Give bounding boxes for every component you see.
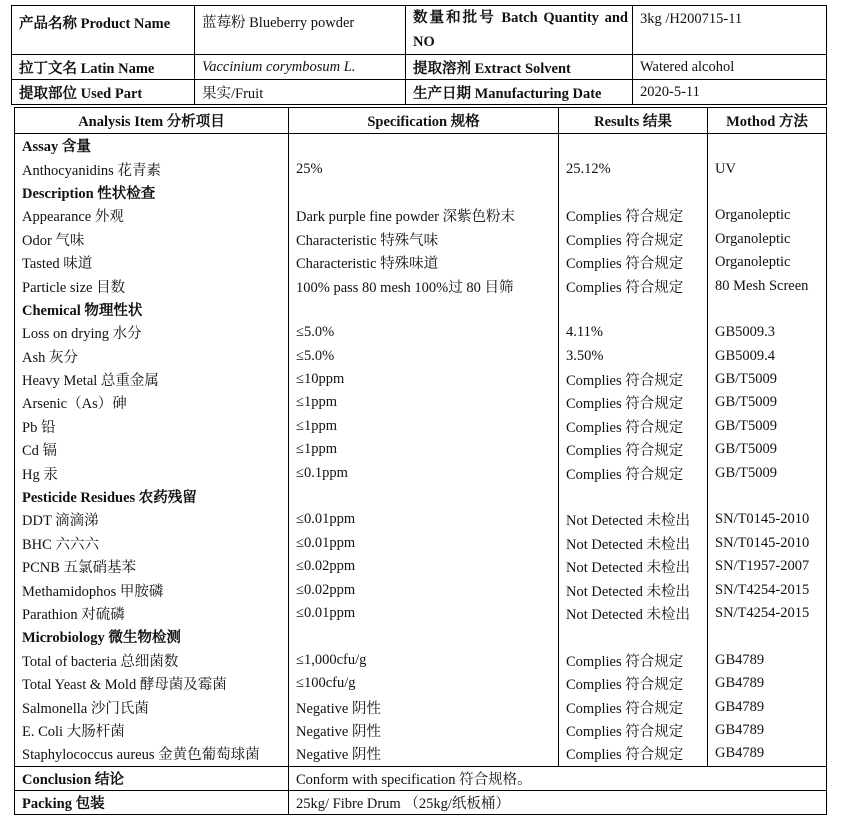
method-cell: GB5009.3 (715, 324, 776, 341)
specification-cell (289, 181, 559, 204)
column-header-item: Analysis Item 分析项目 (15, 108, 289, 134)
specification-cell: 25% (289, 157, 559, 180)
specification-cell: ≤1ppm (289, 415, 559, 438)
table-row (15, 368, 827, 391)
product-name-value: 蓝莓粉 Blueberry powder (195, 6, 406, 55)
product-name-label: 产品名称 Product Name (12, 6, 195, 55)
result-cell (559, 298, 708, 321)
result-cell: Complies 符合规定 (559, 649, 708, 672)
result-cell: 25.12% (559, 157, 708, 180)
result-cell: Complies 符合规定 (559, 228, 708, 251)
method-cell: SN/T1957-2007 (715, 558, 810, 575)
result-cell: Complies 符合规定 (559, 742, 708, 766)
table-row (15, 438, 827, 461)
table-row (15, 251, 827, 274)
table-row (15, 578, 827, 601)
result-cell (559, 134, 708, 158)
conclusion-label: Conclusion 结论 (15, 766, 289, 790)
section-row (15, 485, 827, 508)
analysis-item-cell: Pesticide Residues 农药残留 (15, 485, 289, 508)
method-cell: GB4789 (715, 651, 765, 668)
specification-cell: Characteristic 特殊气味 (289, 228, 559, 251)
table-row (15, 157, 827, 180)
analysis-item-cell: Odor 气味 (15, 228, 289, 251)
table-row (15, 204, 827, 227)
column-header-method: Mothod 方法 (708, 108, 827, 134)
batch-value: 3kg /H200715-11 (633, 6, 827, 55)
method-cell: GB/T5009 (715, 371, 778, 388)
specification-cell: ≤0.02ppm (289, 555, 559, 578)
method-cell: GB5009.4 (715, 347, 776, 364)
method-cell: SN/T4254-2015 (715, 581, 810, 598)
method-cell: SN/T4254-2015 (715, 605, 810, 621)
table-row (15, 649, 827, 672)
result-cell (559, 181, 708, 204)
analysis-item-cell: BHC 六六六 (15, 532, 289, 555)
analysis-item-cell: Total of bacteria 总细菌数 (15, 649, 289, 672)
packing-row (15, 790, 827, 814)
method-cell: Organoleptic (715, 230, 791, 247)
column-header-result: Results 结果 (559, 108, 708, 134)
table-row (15, 274, 827, 297)
table-row (15, 228, 827, 251)
conclusion-value: Conform with specification 符合规格。 (289, 766, 827, 790)
analysis-item-cell: Methamidophos 甲胺磷 (15, 578, 289, 601)
product-info-table (11, 5, 827, 105)
table-row (15, 391, 827, 414)
latin-name-label: 拉丁文名 Latin Name (12, 55, 195, 80)
section-row (15, 298, 827, 321)
table-row (15, 555, 827, 578)
result-cell: Not Detected 未检出 (559, 508, 708, 531)
table-row (15, 695, 827, 718)
table-row (15, 508, 827, 531)
result-cell (559, 625, 708, 648)
result-cell: Complies 符合规定 (559, 274, 708, 297)
analysis-item-cell: DDT 滴滴涕 (15, 508, 289, 531)
analysis-item-cell: Pb 铅 (15, 415, 289, 438)
table-row (15, 461, 827, 484)
analysis-item-cell: Description 性状检查 (15, 181, 289, 204)
result-cell: Complies 符合规定 (559, 461, 708, 484)
section-row (15, 181, 827, 204)
result-cell: Complies 符合规定 (559, 251, 708, 274)
analysis-item-cell: Salmonella 沙门氏菌 (15, 695, 289, 718)
analysis-item-cell: Particle size 目数 (15, 274, 289, 297)
extract-solvent-label: 提取溶剂 Extract Solvent (406, 55, 633, 80)
specification-cell (289, 625, 559, 648)
extract-solvent-value: Watered alcohol (633, 55, 827, 80)
result-cell: Not Detected 未检出 (559, 555, 708, 578)
specification-cell: ≤5.0% (289, 345, 559, 368)
section-row (15, 625, 827, 648)
table-row (15, 742, 827, 766)
method-cell (708, 298, 827, 321)
analysis-item-cell: Total Yeast & Mold 酵母菌及霉菌 (15, 672, 289, 695)
analysis-item-cell: PCNB 五氯硝基苯 (15, 555, 289, 578)
specification-cell: Dark purple fine powder 深紫色粉末 (289, 204, 559, 227)
specification-cell: ≤0.01ppm (289, 602, 559, 625)
analysis-table (14, 107, 827, 815)
method-cell (708, 625, 827, 648)
result-cell: Not Detected 未检出 (559, 532, 708, 555)
specification-cell: Negative 阴性 (289, 742, 559, 766)
analysis-item-cell: Parathion 对硫磷 (15, 602, 289, 625)
method-cell: GB4789 (715, 698, 765, 715)
analysis-item-cell: Ash 灰分 (15, 345, 289, 368)
result-cell (559, 485, 708, 508)
manufacturing-date-value: 2020-5-11 (633, 80, 827, 105)
analysis-item-cell: Hg 汞 (15, 461, 289, 484)
specification-cell: ≤5.0% (289, 321, 559, 344)
result-cell: Complies 符合规定 (559, 695, 708, 718)
result-cell: Complies 符合规定 (559, 204, 708, 227)
conclusion-row (15, 766, 827, 790)
result-cell: 3.50% (559, 345, 708, 368)
method-cell (708, 134, 827, 158)
result-cell: Not Detected 未检出 (559, 578, 708, 601)
table-row (15, 672, 827, 695)
method-cell: GB/T5009 (715, 441, 778, 458)
specification-cell: Characteristic 特殊味道 (289, 251, 559, 274)
result-cell: Complies 符合规定 (559, 719, 708, 742)
analysis-item-cell: Loss on drying 水分 (15, 321, 289, 344)
latin-name-value: Vaccinium corymbosum L. (195, 55, 406, 80)
analysis-item-cell: Chemical 物理性状 (15, 298, 289, 321)
method-cell: GB/T5009 (715, 417, 778, 434)
result-cell: Complies 符合规定 (559, 368, 708, 391)
method-cell: SN/T0145-2010 (715, 511, 810, 528)
packing-value: 25kg/ Fibre Drum （25kg/纸板桶） (289, 790, 827, 814)
result-cell: 4.11% (559, 321, 708, 344)
specification-cell: 100% pass 80 mesh 100%过 80 目筛 (289, 274, 559, 297)
specification-cell: ≤1ppm (289, 438, 559, 461)
analysis-item-cell: Anthocyanidins 花青素 (15, 157, 289, 180)
method-cell: GB/T5009 (715, 394, 778, 411)
analysis-item-cell: Arsenic（As）砷 (15, 391, 289, 414)
method-cell: 80 Mesh Screen (715, 277, 809, 294)
table-row (15, 345, 827, 368)
result-cell: Complies 符合规定 (559, 672, 708, 695)
section-row (15, 134, 827, 158)
specification-cell: ≤10ppm (289, 368, 559, 391)
specification-cell: ≤1,000cfu/g (289, 649, 559, 672)
specification-cell: ≤0.01ppm (289, 532, 559, 555)
analysis-item-cell: Assay 含量 (15, 134, 289, 158)
method-cell: GB4789 (715, 745, 765, 762)
batch-label: 数量和批号 Batch Quantity and NO (406, 6, 633, 55)
specification-cell: ≤0.1ppm (289, 461, 559, 484)
specification-cell (289, 134, 559, 158)
analysis-item-cell: Microbiology 微生物检测 (15, 625, 289, 648)
specification-cell: Negative 阴性 (289, 719, 559, 742)
result-cell: Complies 符合规定 (559, 415, 708, 438)
method-cell (708, 485, 827, 508)
table-row (15, 415, 827, 438)
method-cell: Organoleptic (715, 207, 791, 224)
method-cell: GB4789 (715, 721, 765, 738)
method-cell: GB4789 (715, 675, 765, 692)
specification-cell: ≤1ppm (289, 391, 559, 414)
table-row (15, 321, 827, 344)
analysis-item-cell: E. Coli 大肠杆菌 (15, 719, 289, 742)
method-cell: UV (715, 160, 736, 177)
manufacturing-date-label: 生产日期 Manufacturing Date (406, 80, 633, 105)
analysis-item-cell: Tasted 味道 (15, 251, 289, 274)
result-cell: Complies 符合规定 (559, 391, 708, 414)
specification-cell (289, 298, 559, 321)
used-part-label: 提取部位 Used Part (12, 80, 195, 105)
method-cell: Organoleptic (715, 254, 791, 271)
specification-cell: Negative 阴性 (289, 695, 559, 718)
table-row (15, 602, 827, 625)
specification-cell: ≤0.02ppm (289, 578, 559, 601)
analysis-item-cell: Heavy Metal 总重金属 (15, 368, 289, 391)
result-cell: Complies 符合规定 (559, 438, 708, 461)
column-header-spec: Specification 规格 (289, 108, 559, 134)
specification-cell: ≤100cfu/g (289, 672, 559, 695)
specification-cell (289, 485, 559, 508)
table-row (15, 532, 827, 555)
used-part-value: 果实/Fruit (195, 80, 406, 105)
method-cell (708, 181, 827, 204)
analysis-item-cell: Cd 镉 (15, 438, 289, 461)
analysis-item-cell: Staphylococcus aureus 金黄色葡萄球菌 (15, 742, 289, 766)
method-cell: SN/T0145-2010 (715, 534, 810, 551)
analysis-item-cell: Appearance 外观 (15, 204, 289, 227)
method-cell: GB/T5009 (715, 464, 778, 481)
packing-label: Packing 包装 (15, 790, 289, 814)
analysis-rows (15, 134, 827, 767)
specification-cell: ≤0.01ppm (289, 508, 559, 531)
result-cell: Not Detected 未检出 (559, 602, 708, 625)
table-row (15, 719, 827, 742)
